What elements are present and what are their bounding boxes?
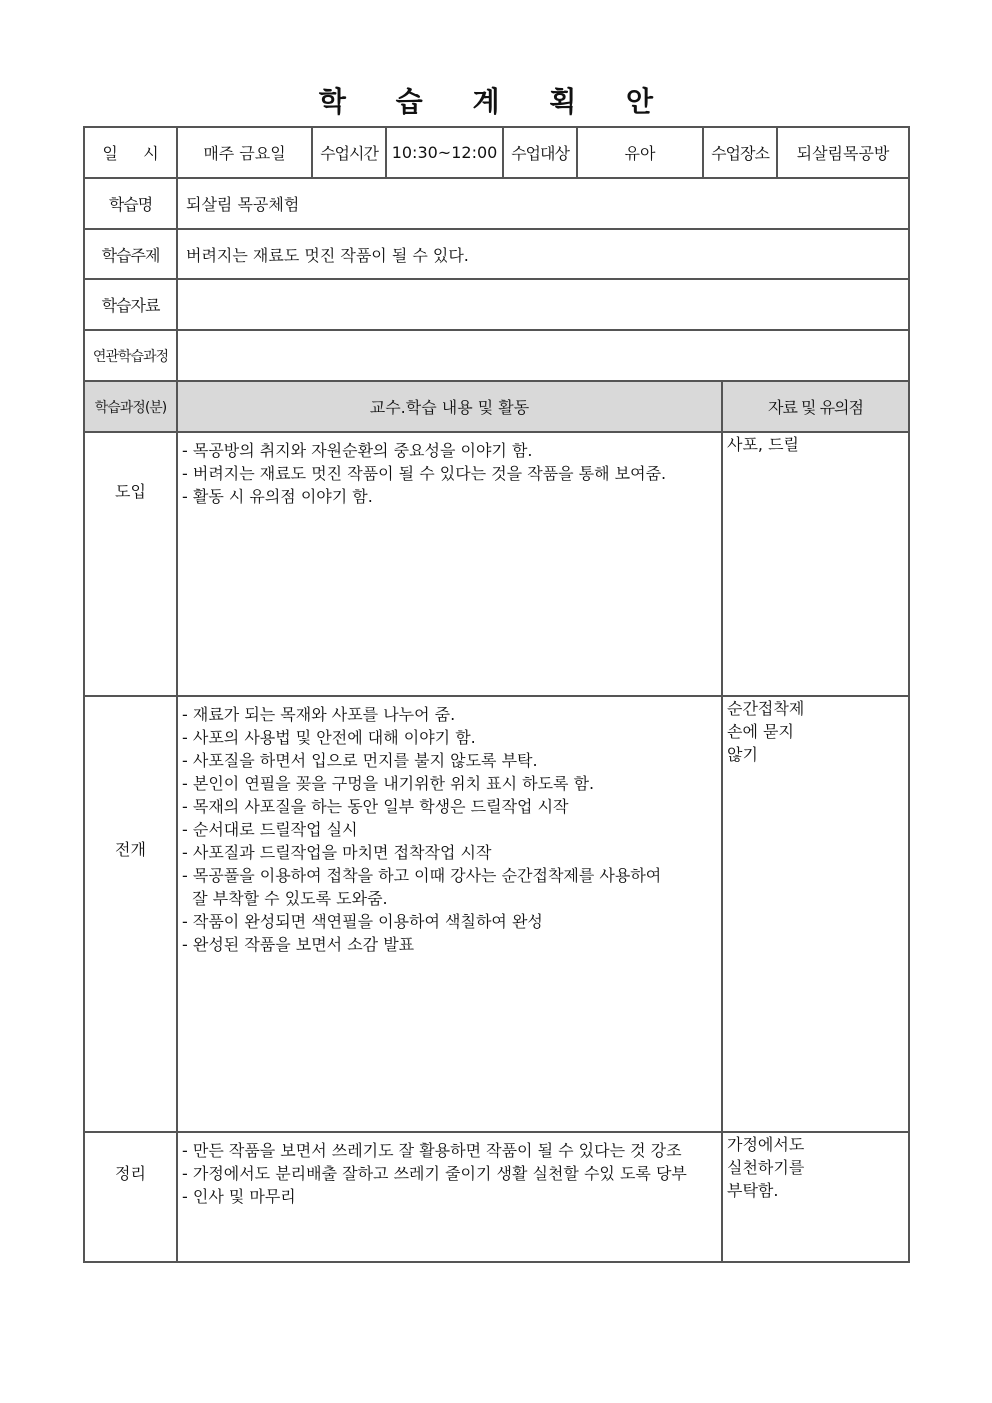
stage-notes (722, 1132, 909, 1262)
related-label: 연관학습과정 (84, 330, 177, 381)
notes-header: 자료 및 유의점 (722, 381, 909, 432)
content-line: 잘 부착할 수 있도록 도와줌. (182, 889, 388, 908)
stage-header: 학습과정(분) (84, 381, 177, 432)
time-label: 수업시간 (312, 127, 386, 178)
stage-content (177, 696, 722, 1132)
theme-value: 버려지는 재료도 멋진 작품이 될 수 있다. (177, 229, 909, 279)
stage-content (177, 432, 722, 696)
content-line: - 만든 작품을 보면서 쓰레기도 잘 활용하면 작품이 될 수 있다는 것 강조 (182, 1141, 682, 1160)
target-label: 수업대상 (503, 127, 577, 178)
note-line: 부탁함. (727, 1181, 779, 1200)
content-line: - 목공풀을 이용하여 접착을 하고 이때 강사는 순간접착제를 사용하여 (182, 866, 662, 885)
content-line: - 활동 시 유의점 이야기 함. (182, 487, 373, 506)
stage-content (177, 1132, 722, 1262)
date-value: 매주 금요일 (177, 127, 312, 178)
page-title: 학 습 계 획 안 (318, 85, 674, 118)
note-line: 않기 (727, 745, 758, 764)
note-line: 가정에서도 (727, 1135, 805, 1154)
content-line: - 완성된 작품을 보면서 소감 발표 (182, 935, 415, 954)
note-line: 손에 묻지 (727, 722, 794, 741)
content-line: - 버려지는 재료도 멋진 작품이 될 수 있다는 것을 작품을 통해 보여줌. (182, 464, 667, 483)
place-label: 수업장소 (703, 127, 777, 178)
related-value (177, 330, 909, 381)
lesson-plan-table (83, 126, 910, 1263)
stage-name: 전개 (84, 696, 177, 1132)
stage-row-wrapup (84, 1132, 909, 1262)
stage-notes (722, 696, 909, 1132)
theme-row (84, 229, 909, 279)
stage-name: 도입 (84, 432, 177, 696)
place-value: 되살림목공방 (777, 127, 909, 178)
note-line: 순간접착제 (727, 699, 805, 718)
content-line: - 목재의 사포질을 하는 동안 일부 학생은 드릴작업 시작 (182, 797, 569, 816)
content-line: - 작품이 완성되면 색연필을 이용하여 색칠하여 완성 (182, 912, 543, 931)
theme-label: 학습주제 (84, 229, 177, 279)
stage-row-intro (84, 432, 909, 696)
info-row (84, 127, 909, 178)
related-row (84, 330, 909, 381)
content-header: 교수.학습 내용 및 활동 (177, 381, 722, 432)
material-label: 학습자료 (84, 279, 177, 330)
content-line: - 사포의 사용법 및 안전에 대해 이야기 함. (182, 728, 476, 747)
note-line: 실천하기를 (727, 1158, 805, 1177)
time-value: 10:30~12:00 (386, 127, 503, 178)
content-line: - 순서대로 드릴작업 실시 (182, 820, 358, 839)
material-row (84, 279, 909, 330)
target-value: 유아 (577, 127, 703, 178)
name-value: 되살림 목공체험 (177, 178, 909, 229)
content-line: - 본인이 연필을 꽂을 구멍을 내기위한 위치 표시 하도록 함. (182, 774, 595, 793)
content-line: - 사포질과 드릴작업을 마치면 접착작업 시작 (182, 843, 492, 862)
material-value (177, 279, 909, 330)
note-line: 사포, 드릴 (727, 435, 799, 454)
stage-row-development (84, 696, 909, 1132)
content-line: - 사포질을 하면서 입으로 먼지를 불지 않도록 부탁. (182, 751, 538, 770)
content-line: - 가정에서도 분리배출 잘하고 쓰레기 줄이기 생활 실천할 수있 도록 당부 (182, 1164, 687, 1183)
stage-notes (722, 432, 909, 696)
content-line: - 인사 및 마무리 (182, 1187, 296, 1206)
stage-name: 정리 (84, 1132, 177, 1262)
content-line: - 목공방의 취지와 자원순환의 중요성을 이야기 함. (182, 441, 533, 460)
name-label: 학습명 (84, 178, 177, 229)
content-line: - 재료가 되는 목재와 사포를 나누어 줌. (182, 705, 456, 724)
name-row (84, 178, 909, 229)
date-label: 일 시 (84, 127, 177, 178)
process-header-row (84, 381, 909, 432)
